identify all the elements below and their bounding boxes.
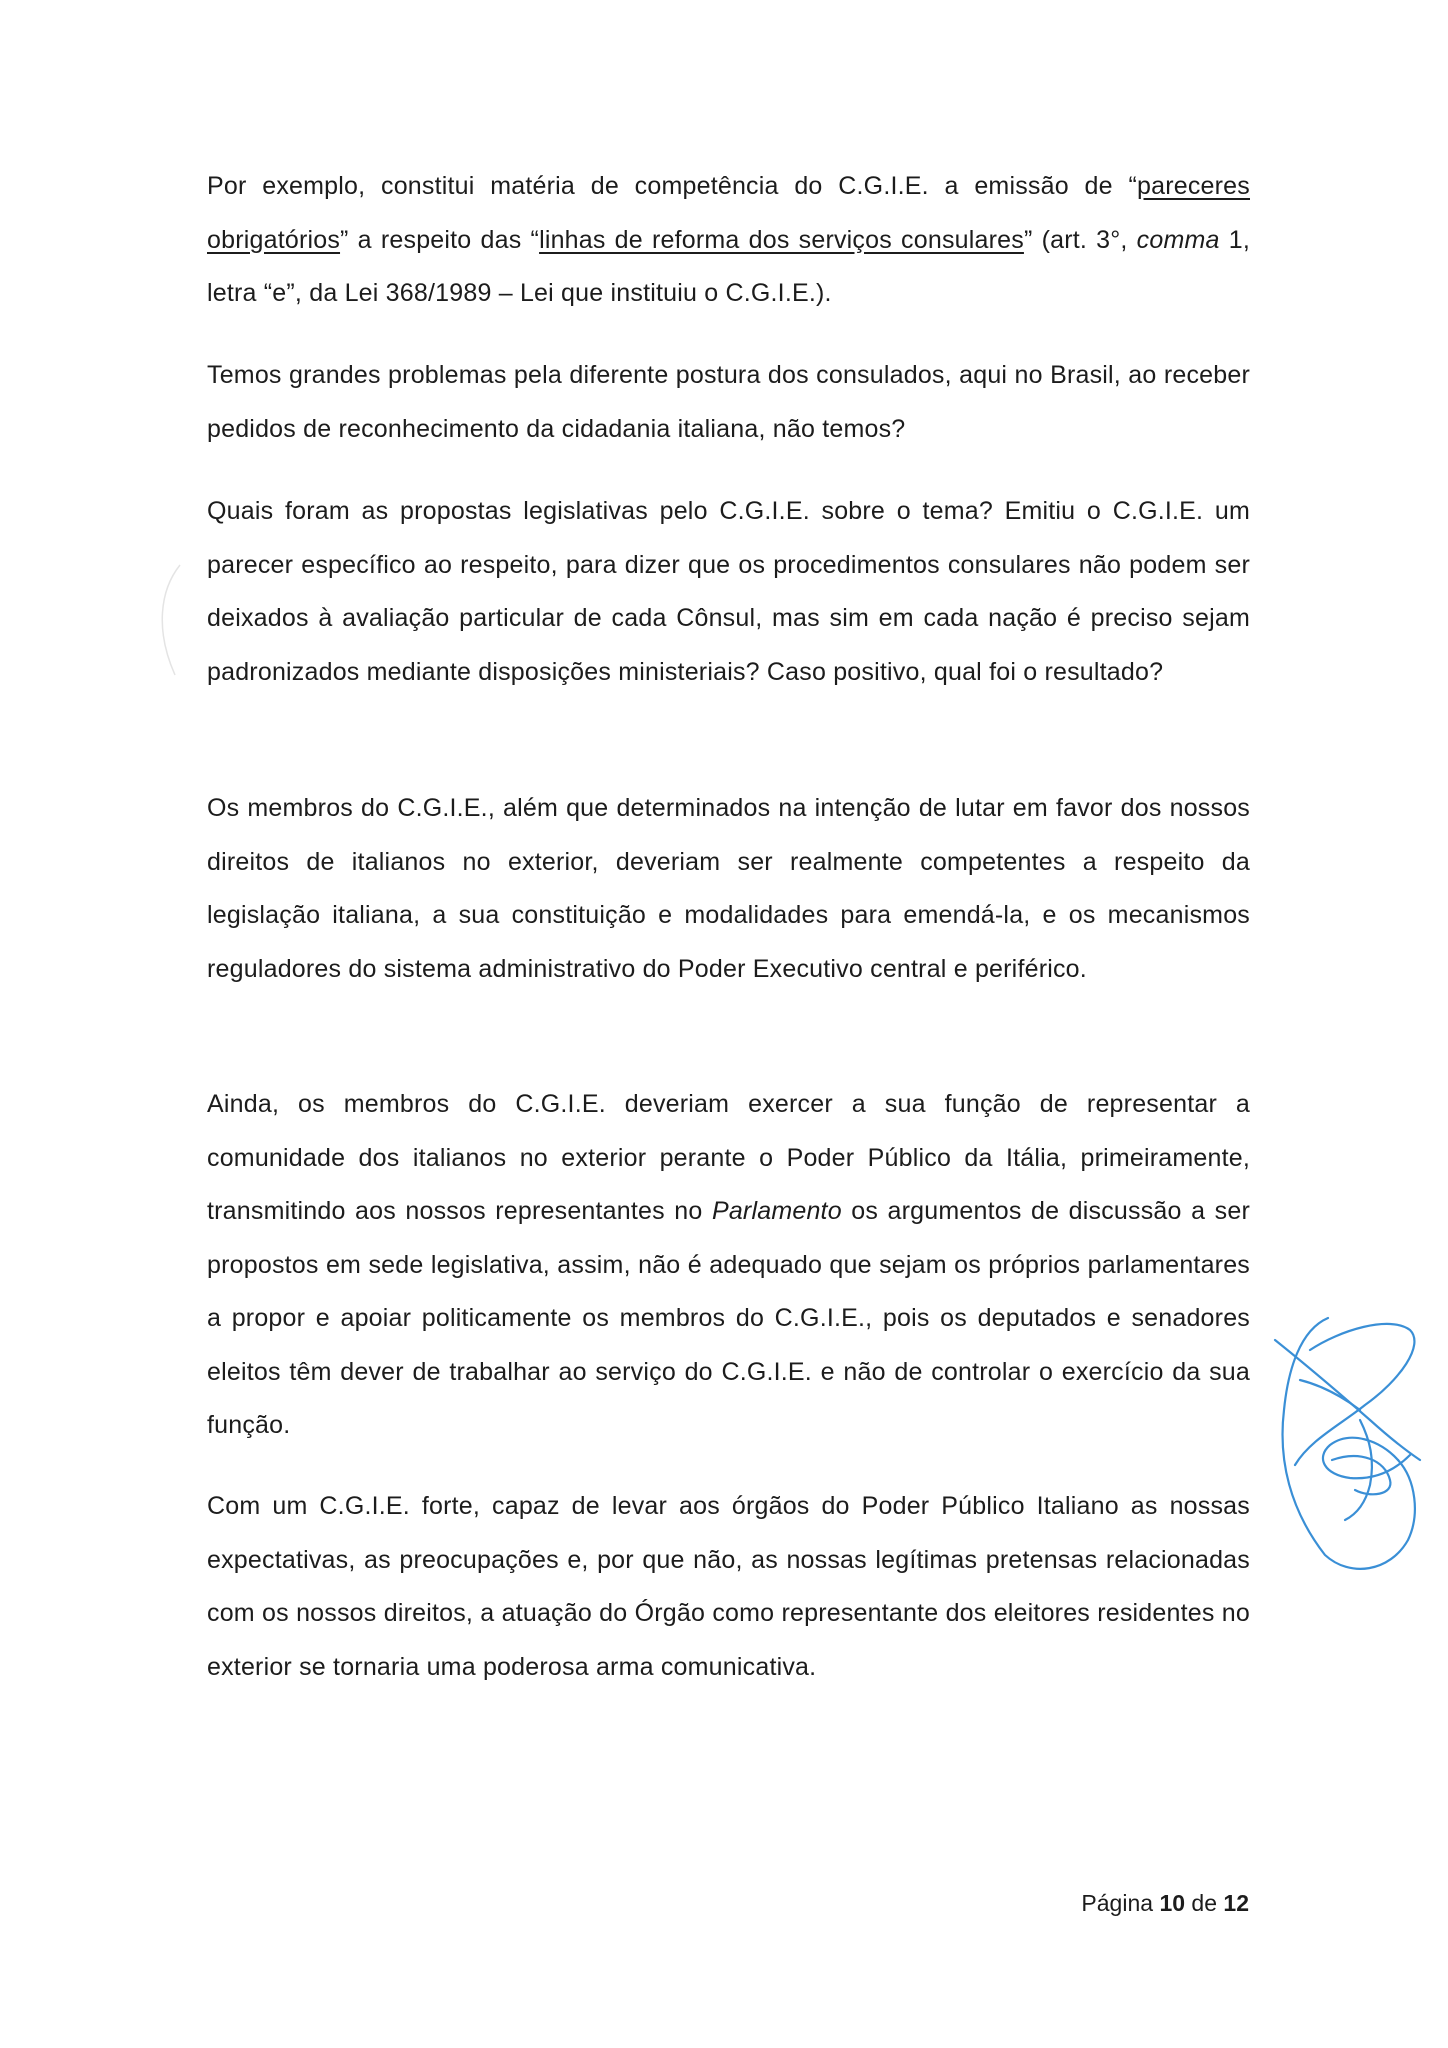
paragraph-1	[207, 160, 1250, 321]
paragraph-4: Os membros do C.G.I.E., além que determinados na intenção de lutar em favor dos nossos direitos de italianos no exterior, deveriam ser realmente competentes a respeito da legislação italiana, a sua constituição e modalidades para emendá-la, e os mecanismos reguladores do sistema administrativo do Poder Executivo central e periférico.	[207, 794, 1250, 983]
comma-italic-text: comma	[1136, 225, 1220, 254]
paragraph-1-text-a: Por exemplo, constitui matéria de competência do C.G.I.E. a emissão de “	[207, 172, 1138, 200]
linhas-de-reforma-text: linhas de reforma dos serviços consulares	[539, 225, 1024, 254]
pareceres-obrigatorios-text: pareceres obrigatórios	[207, 172, 1250, 254]
paragraph-5-text-b: os argumentos de discussão a ser propostos em sede legislativa, assim, não é adequado que sejam os próprios parlamentares a propor e apoiar politicamente os membros do C.G.I.E., pois os deputados e senadores eleitos têm dever de trabalhar ao serviço do C.G.I.E. e não de controlar o exercício da sua função.	[207, 1197, 1250, 1439]
current-page-number: 10	[1159, 1890, 1186, 1916]
footer-prefix: Página	[1081, 1890, 1154, 1916]
paragraph-1-text-d: 1, letra “e”, da Lei 368/1989 – Lei que instituiu o C.G.I.E.).	[207, 225, 1250, 307]
paragraph-5-text-a: Ainda, os membros do C.G.I.E. deveriam exercer a sua função de representar a comunidade dos italianos no exterior perante o Poder Público da Itália, primeiramente, transmitindo aos nossos representantes no	[207, 1090, 1250, 1225]
parlamento-italic-text: Parlamento	[711, 1197, 842, 1225]
paragraph-6: Com um C.G.I.E. forte, capaz de levar aos órgãos do Poder Público Italiano as nossas expectativas, as preocupações e, por que não, as nossas legítimas pretensas relacionadas com os nossos direitos, a atuação do Órgão como representante dos eleitores residentes no exterior se tornaria uma poderosa arma comunicativa.	[207, 1492, 1250, 1681]
total-page-number: 12	[1223, 1890, 1249, 1916]
paragraph-5	[207, 1078, 1250, 1453]
footer-middle: de	[1191, 1890, 1218, 1916]
paragraph-1-text-b: ” a respeito das “	[340, 225, 540, 254]
signature-icon	[1270, 1310, 1430, 1580]
paragraph-2: Temos grandes problemas pela diferente postura dos consulados, aqui no Brasil, ao receber pedidos de reconhecimento da cidadania italiana, não temos?	[207, 361, 1250, 443]
scan-mark-icon	[150, 560, 190, 680]
paragraph-3: Quais foram as propostas legislativas pelo C.G.I.E. sobre o tema? Emitiu o C.G.I.E. um parecer específico ao respeito, para dizer que os procedimentos consulares não podem ser deixados à avaliação particular de cada Cônsul, mas sim em cada nação é preciso sejam padronizados mediante disposições ministeriais? Caso positivo, qual foi o resultado?	[207, 497, 1250, 686]
page-footer	[1081, 1890, 1249, 1917]
paragraph-1-text-c: ” (art. 3°,	[1023, 225, 1137, 254]
